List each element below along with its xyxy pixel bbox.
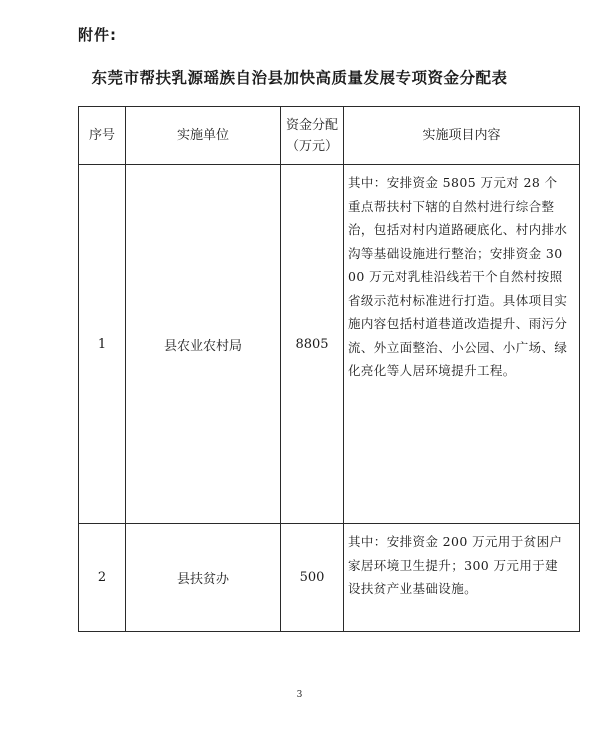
page-number: 3 bbox=[296, 690, 303, 700]
row-unit: 县农业农村局 bbox=[126, 165, 281, 524]
row-index: 2 bbox=[79, 524, 126, 632]
table-header-row bbox=[79, 107, 580, 165]
header-amount-text: 资金分配（万元） bbox=[286, 117, 339, 154]
header-content: 实施项目内容 bbox=[344, 107, 580, 165]
header-unit: 实施单位 bbox=[126, 107, 281, 165]
document-title: 东莞市帮扶乳源瑶族自治县加快高质量发展专项资金分配表 bbox=[91, 68, 508, 87]
table-row bbox=[79, 165, 580, 524]
row-index: 1 bbox=[79, 165, 126, 524]
attachment-label: 附件: bbox=[78, 26, 117, 44]
row-content: 其中：安排资金 200 万元用于贫困户家居环境卫生提升；300 万元用于建设扶贫产业基础设施。 bbox=[344, 524, 580, 632]
table-row bbox=[79, 524, 580, 632]
row-amount: 8805 bbox=[281, 165, 344, 524]
row-content: 其中：安排资金 5805 万元对 28 个重点帮扶村下辖的自然村进行综合整治，包括对村内道路硬底化、村内排水沟等基础设施进行整治；安排资金 3000 万元对乳桂沿线若干个自然村按照省级示范村标准进行打造。具体项目实施内容包括村道巷道改造提升、雨污分流、外立面整治、小公园、小广场、绿化亮化等人居环境提升工程。 bbox=[344, 165, 580, 524]
header-amount bbox=[281, 107, 344, 165]
fund-allocation-table bbox=[78, 106, 580, 632]
header-index: 序号 bbox=[79, 107, 126, 165]
row-amount: 500 bbox=[281, 524, 344, 632]
row-unit: 县扶贫办 bbox=[126, 524, 281, 632]
